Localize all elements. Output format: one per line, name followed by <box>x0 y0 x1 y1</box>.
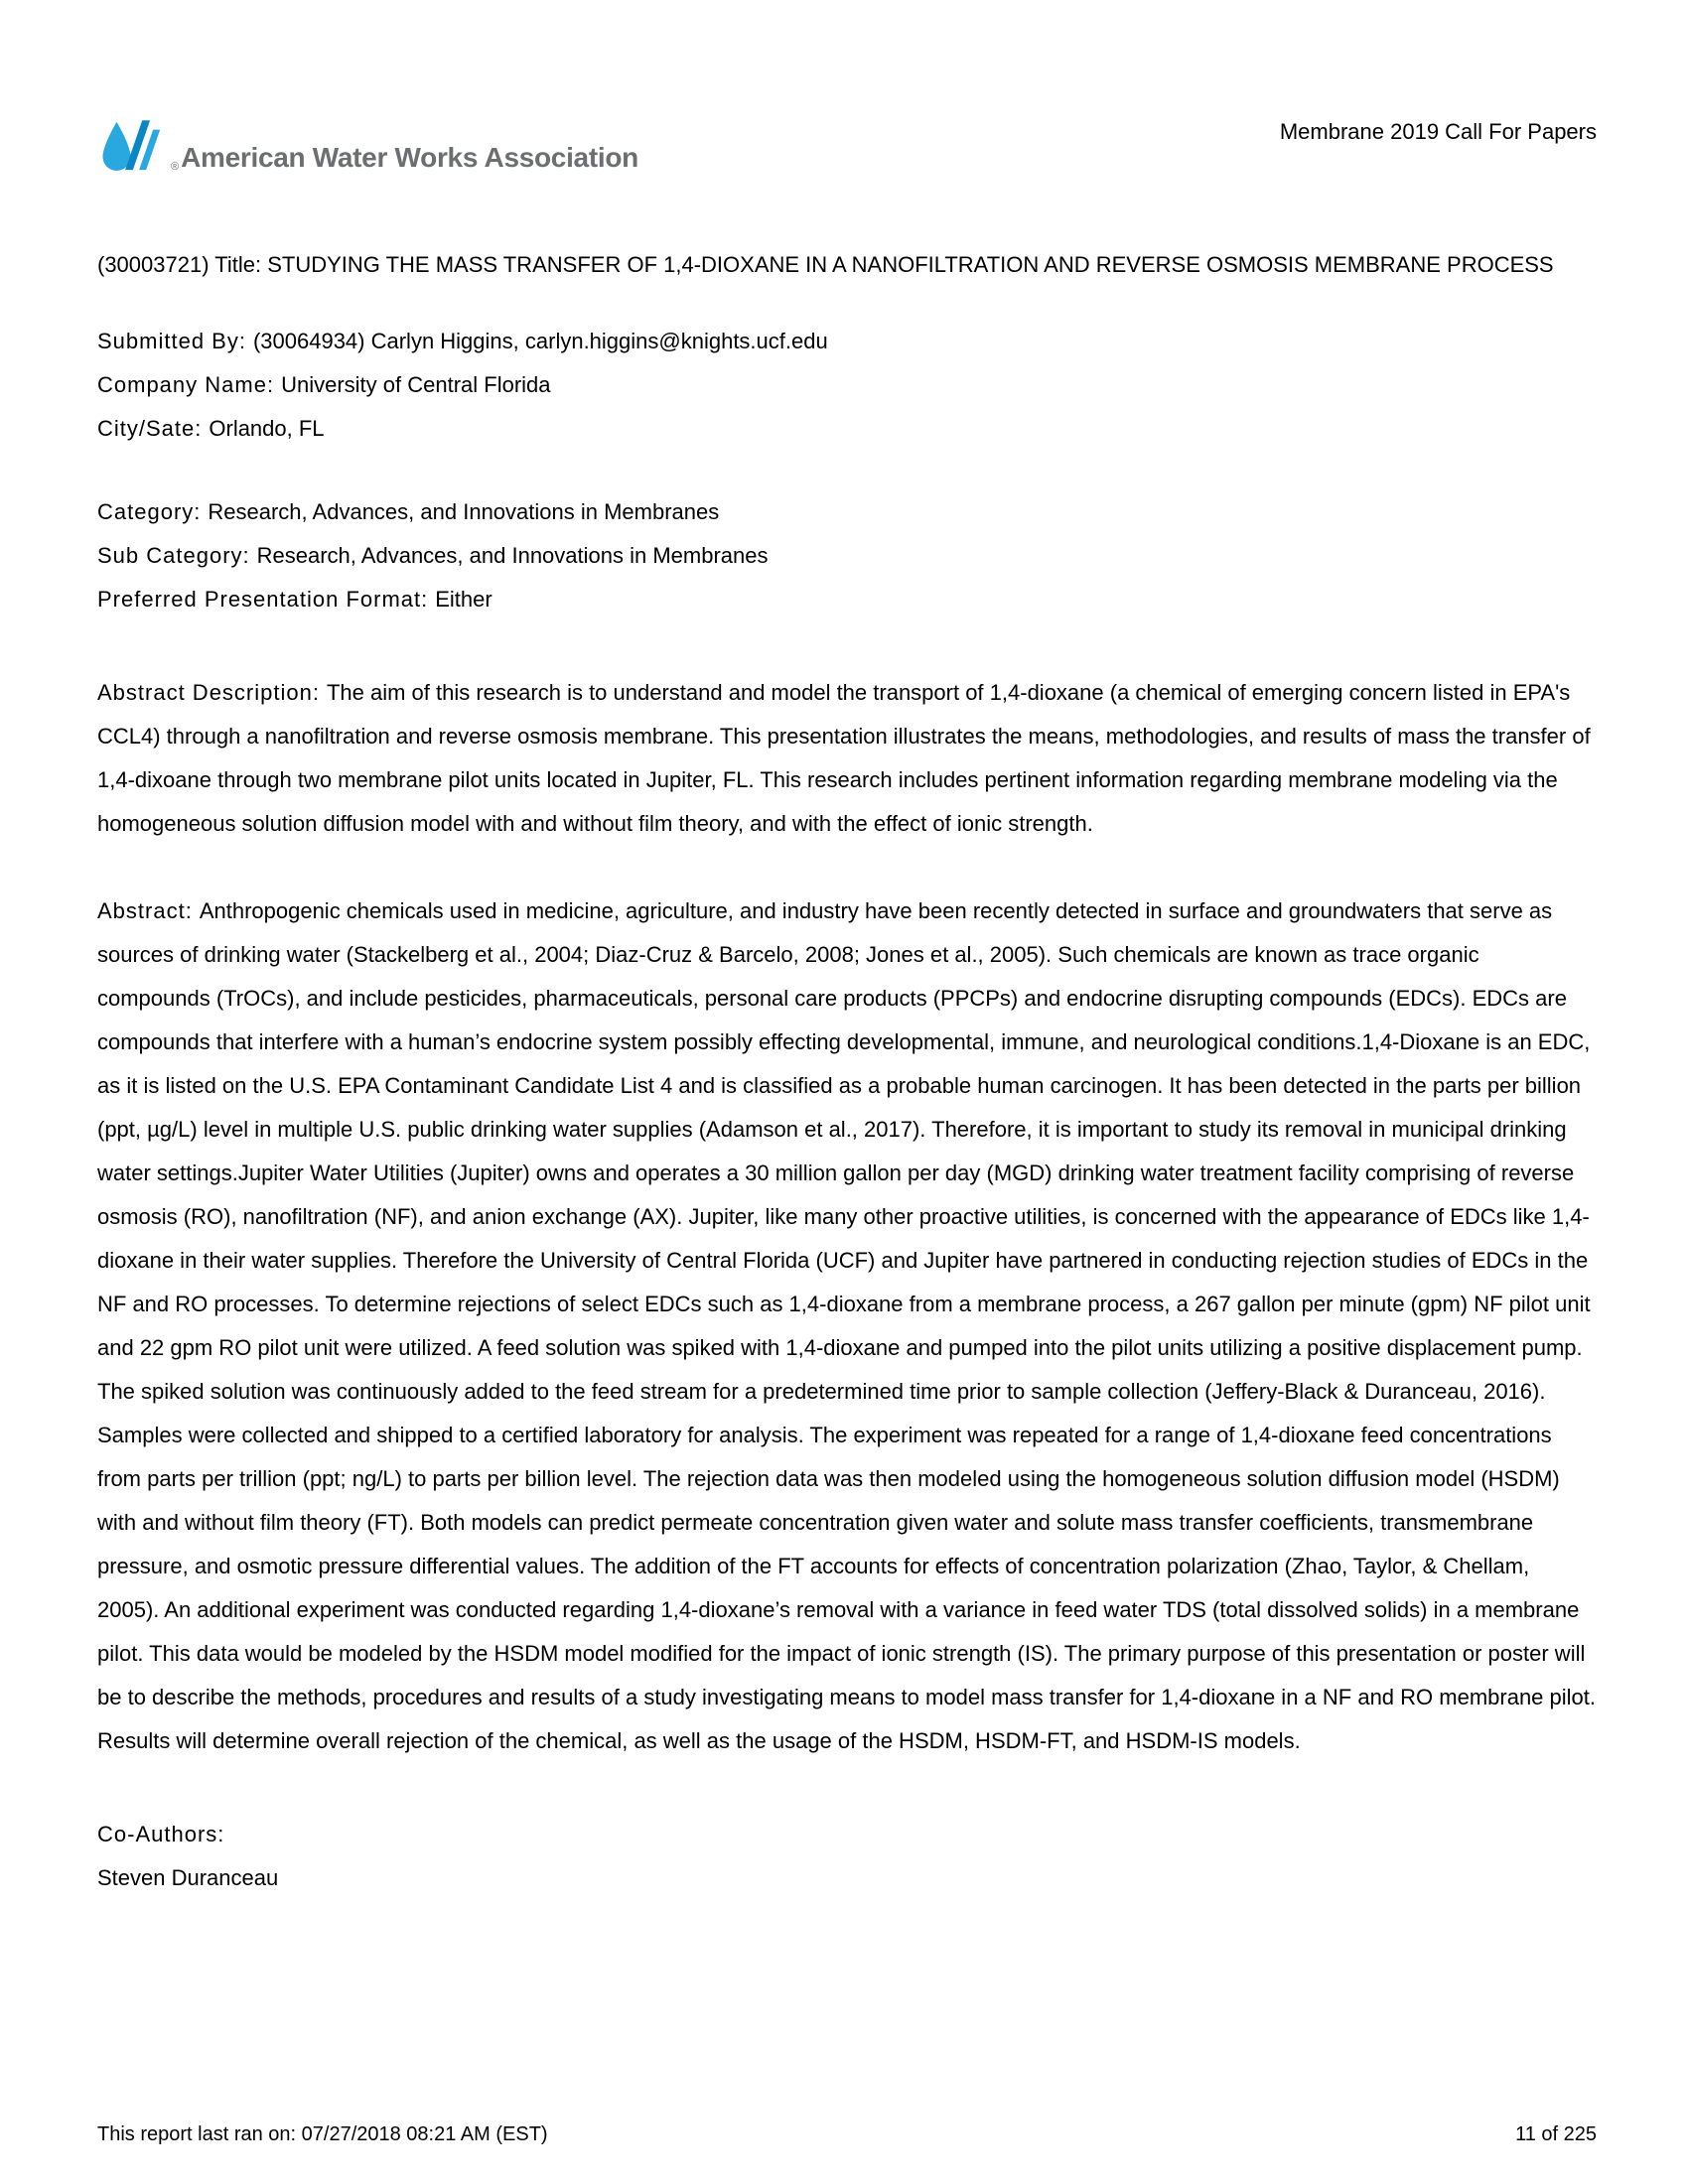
report-footer <box>97 2123 1597 2146</box>
submission-info <box>97 320 1597 451</box>
abstract-description <box>97 671 1597 846</box>
city-value: Orlando, FL <box>209 416 325 441</box>
sub-category-label: Sub Category: <box>97 543 250 568</box>
category-label: Category: <box>97 499 202 524</box>
format-row <box>97 578 1597 621</box>
co-authors-label: Co-Authors: <box>97 1822 225 1846</box>
format-value: Either <box>435 587 492 612</box>
awwa-logo <box>97 117 638 175</box>
abstract-description-label: Abstract Description: <box>97 680 320 705</box>
submitted-by-label: Submitted By: <box>97 329 246 353</box>
report-header <box>97 117 1597 177</box>
abstract-text: Anthropogenic chemicals used in medicine, agriculture, and industry have been recently detected in surface and groundwaters that serve as sources of drinking water (Stackelberg et al., 2004; Diaz-Cruz & Barcelo, 2008; Jones et al., 2005). Such chemicals are known as trace organic compounds (TrOCs), and include pesticides, pharmaceuticals, personal care products (PPCPs) and endocrine disrupting compounds (EDCs). EDCs are compounds that interfere with a human’s endocrine system possibly effecting developmental, immune, and neurological conditions.1,4-Dioxane is an EDC, as it is listed on the U.S. EPA Contaminant Candidate List 4 and is classified as a probable human carcinogen. It has been detected in the parts per billion (ppt, µg/L) level in multiple U.S. public drinking water supplies (Adamson et al., 2017). Therefore, it is important to study its removal in municipal drinking water settings.Jupiter Water Utilities (Jupiter) owns and operates a 30 million gallon per day (MGD) drinking water treatment facility comprising of reverse osmosis (RO), nanofiltration (NF), and anion exchange (AX). Jupiter, like many other proactive utilities, is concerned with the appearance of EDCs like 1,4-dioxane in their water supplies. Therefore the University of Central Florida (UCF) and Jupiter have partnered in conducting rejection studies of EDCs in the NF and RO processes. To determine rejections of select EDCs such as 1,4-dioxane from a membrane process, a 267 gallon per minute (gpm) NF pilot unit and 22 gpm RO pilot unit were utilized. A feed solution was spiked with 1,4-dioxane and pumped into the pilot units utilizing a positive displacement pump. The spiked solution was continuously added to the feed stream for a predetermined time prior to sample collection (Jeffery-Black & Duranceau, 2016). Samples were collected and shipped to a certified laboratory for analysis. The experiment was repeated for a range of 1,4-dioxane feed concentrations from parts per trillion (ppt; ng/L) to parts per billion level. The rejection data was then modeled using the homogeneous solution diffusion model (HSDM) with and without film theory (FT). Both models can predict permeate concentration given water and solute mass transfer coefficients, transmembrane pressure, and osmotic pressure differential values. The addition of the FT accounts for effects of concentration polarization (Zhao, Taylor, & Chellam, 2005). An additional experiment was conducted regarding 1,4-dioxane’s removal with a variance in feed water TDS (total dissolved solids) in a membrane pilot. This data would be modeled by the HSDM model modified for the impact of ionic strength (IS). The primary purpose of this presentation or poster will be to describe the methods, procedures and results of a study investigating means to model mass transfer for 1,4-dioxane in a NF and RO membrane pilot. Results will determine overall rejection of the chemical, as well as the usage of the HSDM, HSDM-FT, and HSDM-IS models. <box>97 898 1596 1753</box>
category-row <box>97 490 1597 534</box>
company-label: Company Name: <box>97 372 275 397</box>
logo-wordmark: American Water Works Association <box>181 142 638 173</box>
sub-category-row <box>97 534 1597 578</box>
submitted-by-row <box>97 320 1597 363</box>
category-value: Research, Advances, and Innovations in Membranes <box>208 499 720 524</box>
submitted-by-value: (30064934) Carlyn Higgins, carlyn.higgins@knights.ucf.edu <box>252 329 828 353</box>
co-authors-section <box>97 1813 1597 1900</box>
paper-title: (30003721) Title: STUDYING THE MASS TRANSFER OF 1,4-DIOXANE IN A NANOFILTRATION AND REVERSE OSMOSIS MEMBRANE PROCESS <box>97 252 1554 277</box>
abstract-description-text: The aim of this research is to understand and model the transport of 1,4-dioxane (a chemical of emerging concern listed in EPA's CCL4) through a nanofiltration and reverse osmosis membrane. This presentation illustrates the means, methodologies, and results of mass the transfer of 1,4-dixoane through two membrane pilot units located in Jupiter, FL. This research includes pertinent information regarding membrane modeling via the homogeneous solution diffusion model with and without film theory, and with the effect of ionic strength. <box>97 680 1591 836</box>
report-header-title: Membrane 2019 Call For Papers <box>1279 119 1597 144</box>
category-info <box>97 490 1597 621</box>
city-row <box>97 407 1597 451</box>
page-number: 11 of 225 <box>1515 2123 1597 2145</box>
city-label: City/Sate: <box>97 416 203 441</box>
format-label: Preferred Presentation Format: <box>97 587 429 612</box>
last-ran-timestamp: This report last ran on: 07/27/2018 08:21 AM (EST) <box>97 2123 548 2145</box>
company-value: University of Central Florida <box>281 372 551 397</box>
company-row <box>97 363 1597 407</box>
registered-mark: ® <box>171 161 180 173</box>
abstract-label: Abstract: <box>97 898 193 923</box>
water-drop-icon <box>97 117 175 175</box>
abstract <box>97 889 1597 1763</box>
co-author-name: Steven Duranceau <box>97 1865 279 1890</box>
sub-category-value: Research, Advances, and Innovations in Membranes <box>256 543 769 568</box>
